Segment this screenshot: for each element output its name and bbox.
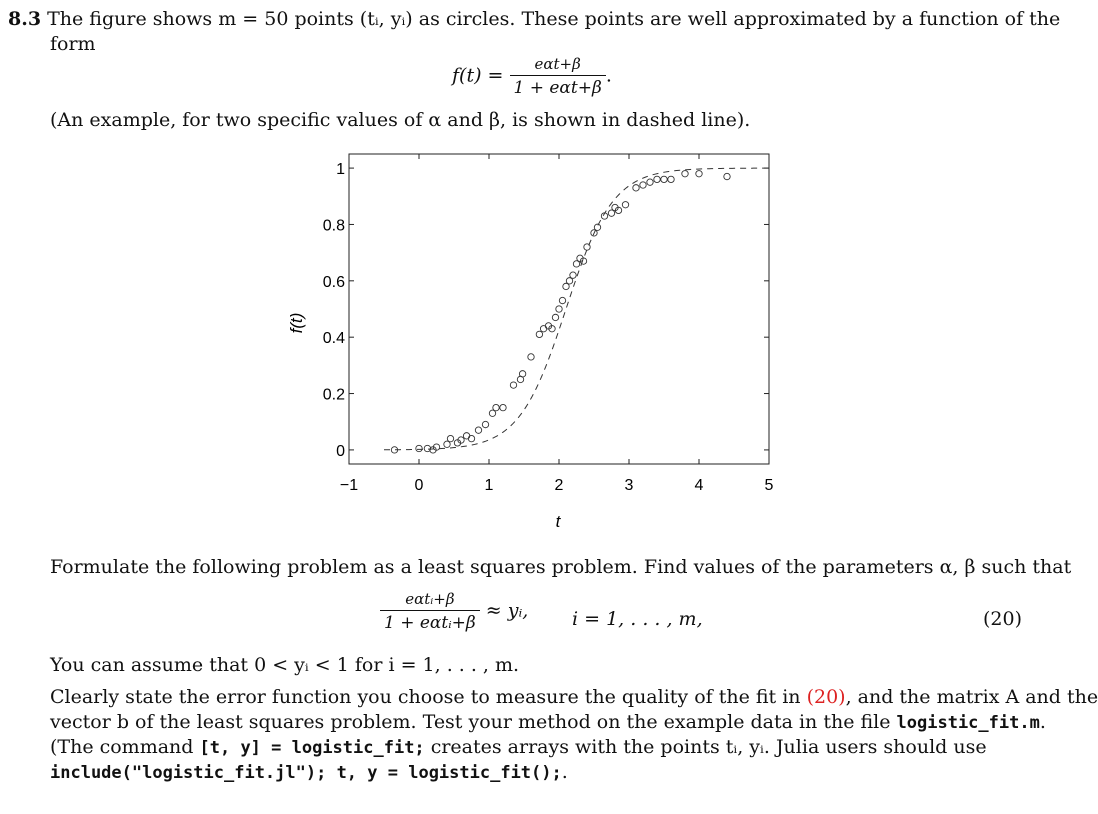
y-tick-label: 0 — [336, 442, 345, 460]
formula-lhs: f(t) = — [452, 64, 504, 87]
data-point — [640, 182, 646, 188]
x-tick-labels — [340, 477, 774, 494]
data-point — [463, 433, 469, 439]
y-tick-label: 0.2 — [322, 386, 345, 404]
logistic-chart — [270, 145, 790, 540]
data-point — [696, 171, 702, 177]
formula-fraction — [510, 55, 606, 98]
task-paragraph-line3 — [50, 736, 987, 758]
x-tick-label: −1 — [339, 477, 359, 494]
formula-tail: . — [605, 64, 612, 87]
task-equation — [380, 590, 528, 633]
equation-number: (20) — [983, 608, 1023, 630]
data-point — [556, 306, 562, 312]
formula-numerator: eαt+β — [534, 55, 581, 73]
data-point — [552, 314, 558, 320]
task-paragraph-line1 — [50, 686, 1098, 708]
data-point — [475, 427, 481, 433]
task-eq-denominator: 1 + eαtᵢ+β — [380, 610, 480, 633]
logistic-formula — [452, 55, 612, 98]
data-point — [584, 244, 590, 250]
task-p3-tail: creates arrays with the points tᵢ, yᵢ. Julia users should use — [424, 736, 987, 758]
y-tick-label: 0.4 — [322, 330, 345, 348]
data-point — [416, 445, 422, 451]
data-point — [570, 272, 576, 278]
task-eq-range: i = 1, . . . , m, — [572, 608, 703, 630]
task-p1-tail: , and the matrix A and the — [845, 686, 1098, 708]
problem-intro-line1 — [8, 8, 1060, 30]
julia-command: include("logistic_fit.jl"); t, y = logistic_fit(); — [50, 763, 562, 783]
example-note: (An example, for two specific values of α and β, is shown in dashed line). — [50, 109, 751, 131]
data-points — [391, 171, 730, 454]
data-point — [682, 171, 688, 177]
data-point — [633, 185, 639, 191]
y-tick-label: 0.6 — [322, 273, 345, 291]
task-p3-text: (The command — [50, 736, 200, 758]
data-point — [493, 404, 499, 410]
data-point — [528, 354, 534, 360]
data-point — [482, 421, 488, 427]
task-assumption: You can assume that 0 < yᵢ < 1 for i = 1, . . . , m. — [50, 654, 520, 676]
task-p2-text: vector b of the least squares problem. Test your method on the example data in the file — [50, 711, 897, 733]
x-axis-label: t — [555, 512, 561, 531]
matlab-command: [t, y] = logistic_fit; — [199, 738, 425, 758]
y-tick-label: 1 — [336, 161, 345, 179]
data-point — [519, 371, 525, 377]
data-point — [447, 435, 453, 441]
data-point — [661, 176, 667, 182]
y-tick-label: 0.8 — [322, 217, 345, 235]
x-tick-label: 1 — [484, 477, 494, 494]
y-axis-label: f(t) — [287, 312, 306, 334]
dashed-fit-curve — [384, 168, 769, 450]
data-point — [654, 176, 660, 182]
task-p1-text: Clearly state the error function you choose to measure the quality of the fit in — [50, 686, 807, 708]
task-eq-fraction — [380, 590, 480, 633]
data-point — [540, 326, 546, 332]
problem-intro-line2: form — [50, 33, 96, 55]
equation-reference-link[interactable]: (20) — [806, 686, 846, 708]
problem-number: 8.3 — [8, 8, 42, 30]
task-eq-numerator: eαtᵢ+β — [405, 590, 455, 608]
plot-frame — [349, 154, 769, 464]
data-point — [536, 331, 542, 337]
data-point — [647, 179, 653, 185]
task-paragraph-line4 — [50, 761, 568, 783]
file-name-matlab: logistic_fit.m — [896, 713, 1040, 733]
task-p4-tail: . — [561, 761, 568, 783]
x-tick-label: 5 — [764, 477, 774, 494]
task-line1: Formulate the following problem as a least squares problem. Find values of the parameters α, β such that — [50, 556, 1072, 578]
y-tick-labels — [323, 161, 345, 460]
task-paragraph-line2 — [50, 711, 1046, 733]
data-point — [500, 404, 506, 410]
data-point — [622, 202, 628, 208]
axis-ticks — [349, 154, 769, 464]
x-tick-label: 3 — [624, 477, 634, 494]
data-point — [668, 176, 674, 182]
data-point — [724, 173, 730, 179]
task-p2-tail: . — [1039, 711, 1046, 733]
x-tick-label: 2 — [554, 477, 564, 494]
x-tick-label: 0 — [414, 477, 424, 494]
formula-denominator: 1 + eαt+β — [510, 75, 606, 98]
x-tick-label: 4 — [694, 477, 704, 494]
problem-intro-text: The figure shows m = 50 points (tᵢ, yᵢ) as circles. These points are well approximated by a function of the — [47, 8, 1061, 30]
data-point — [510, 382, 516, 388]
data-point — [468, 435, 474, 441]
data-point — [559, 297, 565, 303]
task-eq-approx: ≈ yᵢ, — [485, 599, 529, 622]
